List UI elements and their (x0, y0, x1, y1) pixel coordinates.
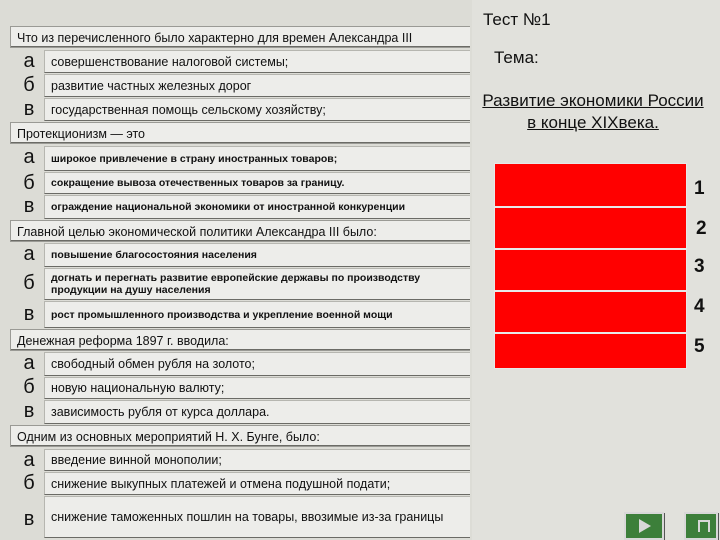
answer-letter-3c: в (23, 303, 35, 325)
answer-2b[interactable]: сокращение вывоза отечественных товаров за границу. (44, 172, 470, 194)
question-4: Денежная реформа 1897 г. вводила: (10, 329, 470, 351)
answer-letter-4a: а (23, 352, 35, 374)
answer-letter-3b: б (23, 272, 35, 294)
answer-letter-2b: б (23, 172, 35, 194)
next-button[interactable] (624, 512, 664, 540)
home-button[interactable] (684, 512, 718, 540)
answer-letter-1a: а (23, 50, 35, 72)
result-box-2[interactable] (494, 207, 687, 249)
home-icon (698, 520, 710, 532)
result-box-1[interactable] (494, 163, 687, 207)
question-3: Главной целью экономической политики Александра III было: (10, 220, 470, 242)
answer-letter-3a: а (23, 243, 35, 265)
answer-5b[interactable]: снижение выкупных платежей и отмена подушной подати; (44, 472, 470, 495)
answer-4c[interactable]: зависимость рубля от курса доллара. (44, 400, 470, 424)
answer-2a[interactable]: широкое привлечение в страну иностранных товаров; (44, 146, 470, 171)
answer-1c[interactable]: государственная помощь сельскому хозяйству; (44, 98, 470, 121)
result-number-4: 4 (694, 296, 705, 317)
answer-4a[interactable]: свободный обмен рубля на золото; (44, 352, 470, 376)
answer-letter-5b: б (23, 472, 35, 494)
play-icon (639, 519, 651, 533)
answer-3b[interactable]: догнать и перегнать развитие европейские державы по производству продукции на душу населения (44, 268, 470, 300)
answer-1a[interactable]: совершенствование налоговой системы; (44, 50, 470, 73)
result-number-3: 3 (694, 256, 705, 277)
answer-letter-5c: в (23, 508, 35, 530)
question-1: Что из перечисленного было характерно для времен Александра III (10, 26, 470, 48)
result-box-3[interactable] (494, 249, 687, 291)
answer-3a[interactable]: повышение благосостояния населения (44, 243, 470, 267)
result-number-2: 2 (696, 218, 707, 239)
answer-letter-1c: в (23, 98, 35, 120)
answer-2c[interactable]: ограждение национальной экономики от иностранной конкуренции (44, 195, 470, 219)
answer-4b[interactable]: новую национальную валюту; (44, 377, 470, 399)
theme-label: Тема: (494, 48, 539, 67)
answer-letter-4b: б (23, 376, 35, 398)
question-5: Одним из основных мероприятий Н. Х. Бунге, было: (10, 425, 470, 447)
test-title: Тест №1 (483, 10, 551, 29)
answer-3c[interactable]: рост промышленного производства и укрепление военной мощи (44, 301, 470, 328)
theme-text: Развитие экономики России в конце XIXвека. (482, 91, 704, 132)
answer-letter-4c: в (23, 400, 35, 422)
answer-letter-1b: б (23, 74, 35, 96)
result-box-5[interactable] (494, 333, 687, 369)
answer-letter-5a: а (23, 449, 35, 471)
result-number-1: 1 (694, 178, 705, 199)
answer-5c[interactable]: снижение таможенных пошлин на товары, ввозимые из-за границы (44, 496, 470, 538)
result-number-5: 5 (694, 336, 705, 357)
answer-1b[interactable]: развитие частных железных дорог (44, 74, 470, 97)
answer-letter-2a: а (23, 146, 35, 168)
result-box-4[interactable] (494, 291, 687, 333)
question-2: Протекционизм — это (10, 122, 470, 144)
answer-letter-2c: в (23, 195, 35, 217)
answer-5a[interactable]: введение винной монополии; (44, 449, 470, 471)
